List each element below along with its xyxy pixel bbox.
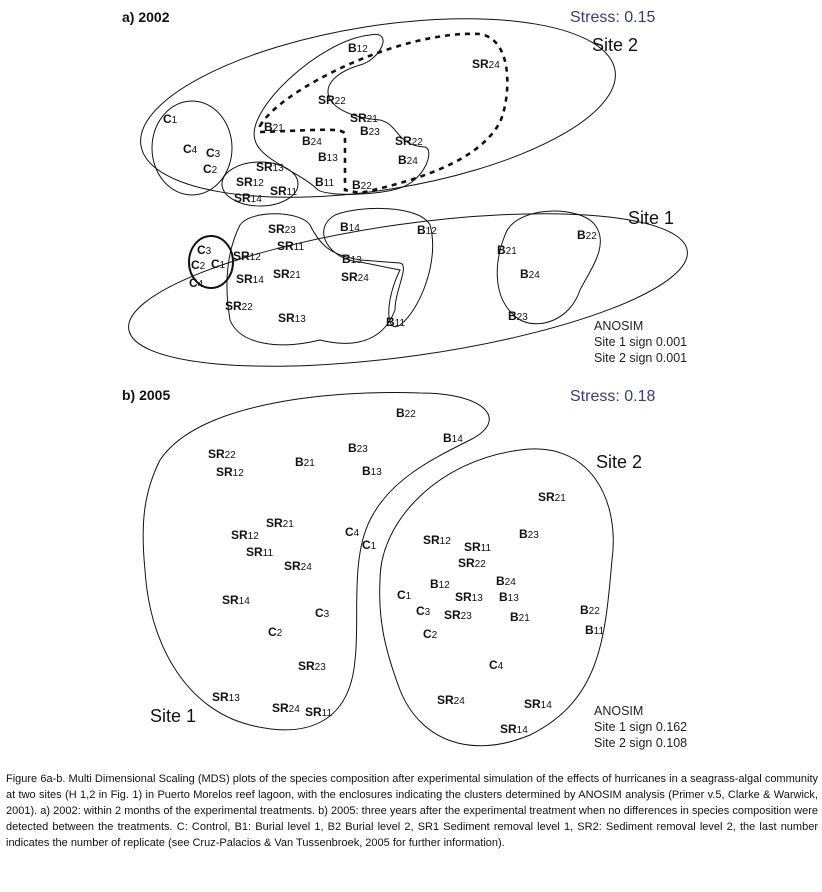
- point-label: C3: [416, 604, 431, 618]
- anosim-heading-b: ANOSIM: [594, 704, 644, 718]
- point-label: B23: [348, 441, 368, 455]
- point-label: SR22: [318, 93, 346, 107]
- point-label: SR11: [464, 540, 492, 554]
- panel-b: [122, 387, 687, 750]
- point-label: C3: [206, 146, 221, 160]
- point-label: B11: [315, 175, 335, 189]
- point-label: SR23: [268, 222, 296, 236]
- point-label: SR14: [524, 697, 552, 711]
- point-label: SR11: [246, 545, 274, 559]
- point-label: SR12: [423, 533, 451, 547]
- point-label: SR14: [500, 722, 528, 736]
- panel-a: [120, 0, 697, 395]
- point-label: B22: [396, 406, 416, 420]
- point-label: B24: [302, 134, 322, 148]
- point-label: SR14: [236, 272, 264, 286]
- point-label: SR21: [266, 516, 294, 530]
- point-label: B13: [362, 464, 382, 478]
- point-label: SR24: [472, 57, 500, 71]
- point-label: SR13: [212, 690, 240, 704]
- point-label: B22: [577, 228, 597, 242]
- point-label: C1: [163, 112, 178, 126]
- point-label: SR14: [234, 191, 262, 205]
- point-label: C1: [211, 257, 226, 271]
- point-label: SR13: [256, 160, 284, 174]
- panel-b-title: b) 2005: [122, 387, 171, 403]
- point-label: SR24: [272, 701, 300, 715]
- panel-a-stress: Stress: 0.15: [570, 9, 656, 26]
- site2-label-b: Site 2: [596, 452, 643, 472]
- point-label: SR23: [298, 659, 326, 673]
- point-label: SR11: [305, 705, 333, 719]
- point-label: B11: [585, 623, 605, 637]
- point-label: C1: [397, 588, 412, 602]
- site2-label-a: Site 2: [592, 35, 639, 55]
- point-label: C3: [197, 243, 212, 257]
- point-label: SR12: [236, 175, 264, 189]
- anosim-site2-b: Site 2 sign 0.108: [594, 736, 688, 750]
- point-label: SR11: [270, 184, 298, 198]
- point-label: B21: [295, 455, 315, 469]
- point-label: B21: [510, 610, 530, 624]
- point-label: B11: [386, 315, 406, 329]
- point-label: C4: [345, 525, 360, 539]
- anosim-heading-a: ANOSIM: [594, 319, 644, 333]
- point-label: B21: [264, 120, 284, 134]
- point-label: SR21: [538, 490, 566, 504]
- point-label: B24: [496, 574, 516, 588]
- site1-label-b: Site 1: [150, 706, 197, 726]
- anosim-site1-b: Site 1 sign 0.162: [594, 720, 688, 734]
- point-label: B12: [417, 223, 437, 237]
- point-label: B13: [318, 150, 338, 164]
- point-label: C1: [362, 538, 377, 552]
- point-label: C2: [423, 627, 438, 641]
- point-label: SR13: [455, 590, 483, 604]
- point-label: C4: [489, 658, 504, 672]
- anosim-site2-a: Site 2 sign 0.001: [594, 351, 688, 365]
- figure-caption: Figure 6a-b. Multi Dimensional Scaling (MDS) plots of the species composition after experimental simulation of the effects of hurricanes in a seagrass-algal community at two sites (H 1,2 in Fig. 1) in Puerto Morelos reef lagoon, with the enclosures indicating the clusters determined by ANOSIM analysis (Primer v.5, Clarke & Warwick, 2001). a) 2002: within 2 months of the experimental treatments. b) 2005: three years after the experimental treatment when no differences in species composition were detected between the treatments. C: Control, B1: Burial level 1, B2 Burial level 2, SR1 Sediment removal level 1, SR2: Sediment removal level 2, the last number indicates the number of replicate (see Cruz-Palacios & Van Tussenbroek, 2005 for further information).: [6, 773, 818, 849]
- point-label: SR23: [444, 608, 472, 622]
- panel-a-points: [163, 41, 597, 329]
- point-label: C2: [191, 258, 206, 272]
- point-label: SR22: [208, 447, 236, 461]
- point-label: SR22: [225, 299, 253, 313]
- point-label: SR24: [284, 559, 312, 573]
- point-label: B24: [520, 267, 540, 281]
- point-label: C2: [268, 625, 283, 639]
- point-label: SR12: [233, 249, 261, 263]
- point-label: SR14: [222, 593, 250, 607]
- point-label: B22: [580, 603, 600, 617]
- point-label: SR12: [216, 465, 244, 479]
- point-label: B24: [398, 153, 418, 167]
- point-label: C2: [203, 162, 218, 176]
- point-label: B13: [499, 590, 519, 604]
- point-label: B23: [508, 309, 528, 323]
- point-label: SR11: [277, 239, 305, 253]
- point-label: SR24: [437, 693, 465, 707]
- point-label: C4: [189, 276, 204, 290]
- point-label: SR22: [458, 556, 486, 570]
- point-label: SR21: [350, 111, 378, 125]
- point-label: B12: [348, 41, 368, 55]
- point-label: SR12: [231, 528, 259, 542]
- point-label: SR13: [278, 311, 306, 325]
- point-label: B13: [342, 252, 362, 266]
- point-label: B12: [430, 577, 450, 591]
- panel-b-stress: Stress: 0.18: [570, 388, 656, 405]
- point-label: B23: [360, 124, 380, 138]
- point-label: B21: [497, 243, 517, 257]
- point-label: B23: [519, 527, 539, 541]
- site2-enclosure-b: [380, 449, 614, 746]
- panel-a-title: a) 2002: [122, 9, 170, 25]
- anosim-site1-a: Site 1 sign 0.001: [594, 335, 688, 349]
- point-label: B22: [352, 178, 372, 192]
- point-label: C3: [315, 606, 330, 620]
- panel-b-points: [208, 406, 604, 736]
- point-label: B14: [443, 431, 463, 445]
- point-label: SR24: [341, 270, 369, 284]
- site1-enclosure-b: [143, 393, 492, 730]
- point-label: SR21: [273, 267, 301, 281]
- point-label: C4: [183, 142, 198, 156]
- site1-label-a: Site 1: [628, 208, 675, 228]
- point-label: SR22: [395, 134, 423, 148]
- point-label: B14: [340, 220, 360, 234]
- sr2-dashed-cluster-site2-a: [260, 34, 507, 193]
